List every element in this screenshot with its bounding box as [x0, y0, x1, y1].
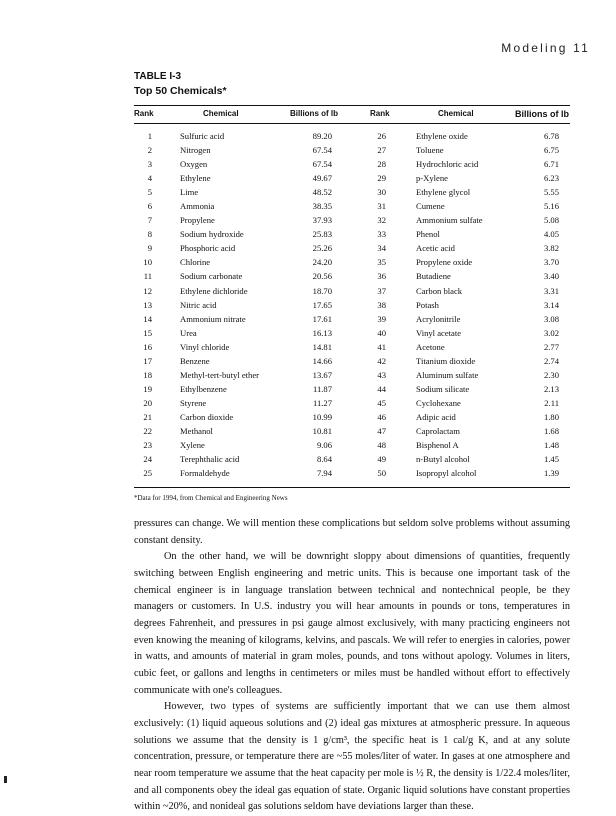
table-title: Top 50 Chemicals*	[134, 85, 227, 97]
chemical-cell: Sodium hydroxide	[180, 229, 244, 240]
table-row	[0, 312, 616, 326]
billions-cell: 17.61	[312, 313, 332, 324]
rank-cell: 13	[143, 299, 152, 310]
billions-cell-2: 2.74	[543, 355, 559, 366]
chemical-cell: Ethylene	[180, 173, 211, 184]
billions-cell: 11.87	[312, 383, 332, 394]
billions-cell: 67.54	[312, 159, 332, 170]
chemical-cell: Sodium carbonate	[180, 271, 243, 282]
table-top-rule	[134, 105, 570, 106]
rank-cell: 18	[143, 369, 152, 380]
rank-cell: 10	[143, 257, 152, 268]
billions-cell: 18.70	[312, 285, 332, 296]
rank-cell-2: 31	[377, 201, 386, 212]
header-rank-2: Rank	[370, 109, 390, 118]
table-row	[0, 157, 616, 171]
chemical-cell: Methanol	[180, 425, 213, 436]
table-row	[0, 396, 616, 410]
rank-cell-2: 44	[377, 383, 386, 394]
chemical-cell-2: Cumene	[416, 201, 445, 212]
billions-cell: 17.65	[312, 299, 332, 310]
billions-cell-2: 2.13	[543, 383, 559, 394]
chemical-cell-2: Acrylonitrile	[416, 313, 461, 324]
chemical-cell-2: Hydrochloric acid	[416, 159, 479, 170]
rank-cell-2: 32	[377, 215, 386, 226]
table-row	[0, 241, 616, 255]
billions-cell-2: 4.05	[543, 229, 559, 240]
billions-cell: 89.20	[312, 131, 332, 141]
rank-cell: 16	[143, 341, 152, 352]
rank-cell: 20	[143, 397, 152, 408]
chemical-cell-2: Cyclohexane	[416, 397, 461, 408]
table-row	[0, 340, 616, 354]
chemical-cell-2: Bisphenol A	[416, 440, 459, 451]
chemical-cell-2: Phenol	[416, 229, 440, 240]
rank-cell-2: 45	[377, 397, 386, 408]
rank-cell-2: 26	[377, 131, 386, 141]
chemical-cell-2: Sodium silicate	[416, 383, 470, 394]
billions-cell-2: 3.02	[543, 327, 559, 338]
chemical-cell: Lime	[180, 187, 199, 198]
chemical-cell: Ammonium nitrate	[180, 313, 246, 324]
rank-cell: 6	[147, 201, 152, 212]
rank-cell-2: 43	[377, 369, 386, 380]
chemical-cell-2: Vinyl acetate	[416, 327, 462, 338]
billions-cell-2: 5.08	[543, 215, 559, 226]
rank-cell: 2	[147, 145, 152, 156]
rank-cell: 15	[143, 327, 152, 338]
rank-cell: 14	[143, 313, 152, 324]
billions-cell-2: 1.45	[543, 454, 559, 465]
billions-cell: 9.06	[316, 440, 332, 451]
billions-cell: 20.56	[312, 271, 332, 282]
rank-cell: 9	[147, 243, 152, 254]
chemical-cell-2: n-Butyl alcohol	[416, 454, 470, 465]
billions-cell-2: 2.11	[544, 397, 559, 408]
billions-cell-2: 6.78	[543, 131, 559, 141]
chemical-cell: Vinyl chloride	[180, 341, 230, 352]
rank-cell: 4	[147, 173, 152, 184]
chemical-cell-2: Toluene	[416, 145, 444, 156]
table-bottom-rule	[134, 487, 570, 488]
rank-cell: 22	[143, 425, 152, 436]
chemical-cell: Urea	[180, 327, 197, 338]
rank-cell-2: 34	[377, 243, 386, 254]
table-body	[0, 129, 616, 480]
chemical-cell-2: Caprolactam	[416, 425, 460, 436]
rank-cell-2: 36	[377, 271, 386, 282]
billions-cell: 14.81	[312, 341, 332, 352]
billions-cell: 16.13	[312, 327, 332, 338]
chemical-cell: Oxygen	[180, 159, 208, 170]
table-row	[0, 269, 616, 283]
table-row	[0, 185, 616, 199]
chemical-cell: Ethylene dichloride	[180, 285, 248, 296]
margin-mark	[4, 776, 7, 783]
chemical-cell: Ethylbenzene	[180, 383, 227, 394]
billions-cell-2: 3.40	[543, 271, 559, 282]
billions-cell: 49.67	[312, 173, 332, 184]
chemical-cell-2: Aluminum sulfate	[416, 369, 479, 380]
table-row	[0, 255, 616, 269]
billions-cell: 67.54	[312, 145, 332, 156]
rank-cell-2: 48	[377, 440, 386, 451]
rank-cell-2: 35	[377, 257, 386, 268]
table-row	[0, 199, 616, 213]
chemical-cell-2: Isopropyl alcohol	[416, 468, 477, 479]
header-chemical: Chemical	[203, 109, 239, 118]
billions-cell-2: 2.30	[543, 369, 559, 380]
rank-cell: 19	[143, 383, 152, 394]
billions-cell: 25.83	[312, 229, 332, 240]
rank-cell-2: 38	[377, 299, 386, 310]
billions-cell-2: 3.82	[543, 243, 559, 254]
paragraph: pressures can change. We will mention these complications but seldom solve problems without assuming constant density.	[134, 518, 570, 546]
billions-cell: 7.94	[316, 468, 332, 479]
billions-cell-2: 1.80	[543, 411, 559, 422]
rank-cell-2: 47	[377, 425, 386, 436]
paragraph: On the other hand, we will be downright sloppy about dimensions of quantities, frequently switching between English engineering and metric units. This is because one important task of the chemical engineer is in language translation between technical and nontechnical people, be they managers or customers. In U.S. industry you will hear amounts in pounds or tons, temperatures in degrees Fahrenheit, and pressures in psi gauge almost exclusively, with many practicing engineers not even knowing the meaning of kilograms, kelvins, and pascals. We will refer to energies in calories, power in watts, and amounts of material in gram moles, pounds, and tons without apology. Volumes in liters, cubic feet, or gallons and lengths in centimeters or miles must be handled without effort to effectively communicate with one's colleagues.	[134, 551, 570, 696]
table-row	[0, 466, 616, 480]
rank-cell: 11	[143, 271, 152, 282]
chemical-cell: Nitric acid	[180, 299, 217, 310]
chemical-cell-2: Carbon black	[416, 285, 463, 296]
billions-cell-2: 6.23	[543, 173, 559, 184]
rank-cell: 1	[147, 131, 152, 141]
header-billions-2: Billions of lb	[515, 109, 569, 119]
chemical-cell-2: Propylene oxide	[416, 257, 473, 268]
chemical-cell: Ammonia	[180, 201, 215, 212]
table-row	[0, 368, 616, 382]
table-row	[0, 298, 616, 312]
chemical-cell: Phosphoric acid	[180, 243, 236, 254]
billions-cell-2: 3.08	[543, 313, 559, 324]
billions-cell-2: 1.48	[543, 440, 559, 451]
rank-cell: 21	[143, 411, 152, 422]
billions-cell-2: 1.68	[543, 425, 559, 436]
billions-cell: 24.20	[312, 257, 332, 268]
chemical-cell: Chlorine	[180, 257, 211, 268]
table-row	[0, 410, 616, 424]
billions-cell: 38.35	[312, 201, 332, 212]
rank-cell: 8	[147, 229, 152, 240]
rank-cell: 23	[143, 440, 152, 451]
chemical-cell: Terephthalic acid	[180, 454, 240, 465]
rank-cell: 5	[147, 187, 152, 198]
rank-cell-2: 33	[377, 229, 386, 240]
rank-cell-2: 40	[377, 327, 386, 338]
rank-cell-2: 28	[377, 159, 386, 170]
billions-cell: 25.26	[312, 243, 332, 254]
chemical-cell-2: Acetic acid	[416, 243, 455, 254]
chemical-cell: Carbon dioxide	[180, 411, 234, 422]
rank-cell: 3	[147, 159, 152, 170]
billions-cell-2: 6.71	[543, 159, 559, 170]
table-row	[0, 129, 616, 143]
table-row	[0, 143, 616, 157]
billions-cell: 10.81	[312, 425, 332, 436]
billions-cell: 37.93	[312, 215, 332, 226]
chemical-cell: Sulfuric acid	[180, 131, 225, 141]
rank-cell-2: 41	[377, 341, 386, 352]
billions-cell-2: 5.55	[543, 187, 559, 198]
chemical-cell: Benzene	[180, 355, 210, 366]
chemical-cell-2: Potash	[416, 299, 439, 310]
chemical-cell-2: Adipic acid	[416, 411, 456, 422]
billions-cell: 8.64	[316, 454, 332, 465]
billions-cell: 14.66	[312, 355, 332, 366]
rank-cell: 25	[143, 468, 152, 479]
table-row	[0, 227, 616, 241]
table-row	[0, 382, 616, 396]
chemical-cell: Formaldehyde	[180, 468, 230, 479]
rank-cell-2: 49	[377, 454, 386, 465]
chemical-cell-2: p-Xylene	[416, 173, 448, 184]
rank-cell-2: 50	[377, 468, 386, 479]
header-billions: Billions of lb	[290, 109, 338, 118]
rank-cell-2: 42	[377, 355, 386, 366]
table-row	[0, 326, 616, 340]
chemical-cell: Propylene	[180, 215, 215, 226]
rank-cell-2: 27	[377, 145, 386, 156]
billions-cell-2: 3.70	[543, 257, 559, 268]
rank-cell-2: 29	[377, 173, 386, 184]
billions-cell-2: 1.39	[543, 468, 559, 479]
table-row	[0, 438, 616, 452]
billions-cell-2: 6.75	[543, 145, 559, 156]
rank-cell-2: 37	[377, 285, 386, 296]
chemical-cell: Styrene	[180, 397, 207, 408]
billions-cell-2: 3.14	[543, 299, 559, 310]
billions-cell-2: 5.16	[543, 201, 559, 212]
table-header-rule	[134, 123, 570, 124]
rank-cell-2: 30	[377, 187, 386, 198]
table-row	[0, 213, 616, 227]
chemical-cell: Methyl-tert-butyl ether	[180, 369, 259, 380]
billions-cell-2: 3.31	[543, 285, 559, 296]
table-footnote: *Data for 1994, from Chemical and Engineering News	[134, 494, 288, 502]
chemical-cell-2: Ammonium sulfate	[416, 215, 483, 226]
billions-cell: 13.67	[312, 369, 332, 380]
rank-cell-2: 39	[377, 313, 386, 324]
billions-cell-2: 2.77	[543, 341, 559, 352]
paragraph: However, two types of systems are sufficiently important that we can use them almost exclusively: (1) liquid aqueous solutions and (2) ideal gas mixtures at atmospheric pressure. In aqueous solutions we assume that the density is 1 g/cm³, the specific heat is 1 cal/g K, and at any solute concentration, pressure, or temperature there are ~55 moles/liter of water. In gases at one atmosphere and near room temperature we assume that the heat capacity per mole is ½ R, the density is 1/22.4 moles/liter, and all components obey the ideal gas equation of state. Organic liquid solutions have constant properties within ~20%, and nonideal gas solutions seldom have deviations larger than these.	[134, 701, 570, 813]
rank-cell: 24	[143, 454, 152, 465]
page-header: Modeling 11	[501, 41, 590, 55]
table-row	[0, 284, 616, 298]
chemical-cell-2: Butadiene	[416, 271, 451, 282]
chemical-cell-2: Ethylene glycol	[416, 187, 471, 198]
table-row	[0, 452, 616, 466]
header-chemical-2: Chemical	[438, 109, 474, 118]
table-row	[0, 171, 616, 185]
body-text	[134, 516, 570, 816]
rank-cell: 12	[143, 285, 152, 296]
table-row	[0, 424, 616, 438]
chemical-cell-2: Titanium dioxide	[416, 355, 476, 366]
chemical-cell: Xylene	[180, 440, 205, 451]
table-label: TABLE I-3	[134, 71, 182, 82]
billions-cell: 10.99	[312, 411, 332, 422]
chemical-cell-2: Acetone	[416, 341, 445, 352]
chemical-cell-2: Ethylene oxide	[416, 131, 468, 141]
billions-cell: 11.27	[312, 397, 332, 408]
rank-cell-2: 46	[377, 411, 386, 422]
table-row	[0, 354, 616, 368]
rank-cell: 17	[143, 355, 152, 366]
billions-cell: 48.52	[312, 187, 332, 198]
header-rank: Rank	[134, 109, 154, 118]
chemical-cell: Nitrogen	[180, 145, 211, 156]
rank-cell: 7	[147, 215, 152, 226]
